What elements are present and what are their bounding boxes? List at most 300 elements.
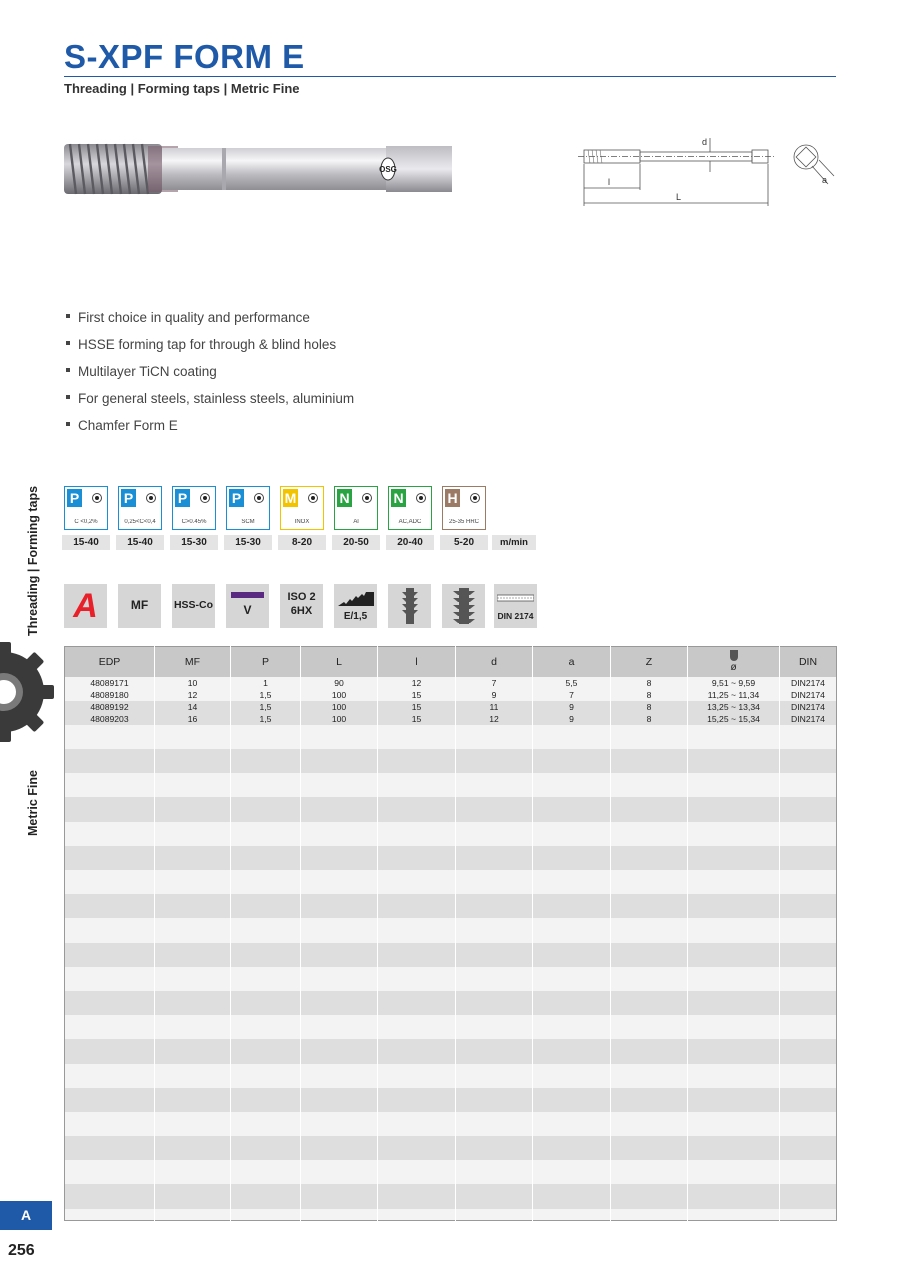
table-cell-empty: [155, 834, 231, 846]
material-sub: SCM: [241, 519, 255, 525]
table-cell-empty: [780, 1015, 837, 1027]
table-cell-empty: [533, 1112, 611, 1124]
table-cell-empty: [378, 858, 456, 870]
table-cell-empty: [780, 725, 837, 737]
table-cell-empty: [231, 1136, 301, 1148]
table-row-empty: [65, 1100, 837, 1112]
table-cell-empty: [65, 834, 155, 846]
table-cell-empty: [301, 1148, 378, 1160]
table-cell-empty: [688, 846, 780, 858]
feature-item: Chamfer Form E: [66, 418, 354, 445]
col-header-l: l: [378, 647, 456, 677]
table-cell-empty: [611, 737, 688, 749]
table-cell-empty: [688, 1136, 780, 1148]
table-cell-empty: [378, 870, 456, 882]
table-cell-empty: [688, 1124, 780, 1136]
table-cell-empty: [611, 930, 688, 942]
table-row-empty: [65, 1112, 837, 1124]
table-cell-empty: [231, 991, 301, 1003]
table-cell-empty: [456, 834, 533, 846]
suitability-dot-icon: [362, 493, 372, 503]
table-cell-empty: [688, 1172, 780, 1184]
table-cell-empty: [456, 785, 533, 797]
material-sub: C>0.45%: [181, 519, 207, 525]
table-cell-empty: [611, 1184, 688, 1196]
table-cell-empty: [456, 749, 533, 761]
table-cell-empty: [611, 1064, 688, 1076]
table-cell-empty: [611, 918, 688, 930]
table-cell-empty: [155, 1051, 231, 1063]
table-cell-empty: [378, 991, 456, 1003]
tool-material-icon: HSS-Co: [172, 584, 215, 628]
table-cell-empty: [780, 761, 837, 773]
table-cell-empty: [301, 1015, 378, 1027]
table-cell-empty: [65, 943, 155, 955]
table-row-empty: [65, 822, 837, 834]
table-row-empty: [65, 967, 837, 979]
table-cell-empty: [231, 918, 301, 930]
table-cell-empty: [231, 930, 301, 942]
table-cell-empty: [378, 1076, 456, 1088]
table-cell-empty: [611, 1027, 688, 1039]
table-cell-empty: [301, 1064, 378, 1076]
table-cell-empty: [533, 797, 611, 809]
table-cell-empty: [65, 1136, 155, 1148]
table-cell-empty: [533, 1051, 611, 1063]
table-cell-empty: [155, 967, 231, 979]
material-box: [442, 486, 486, 548]
table-row-empty: [65, 773, 837, 785]
table-cell-empty: [688, 1160, 780, 1172]
feature-item: HSSE forming tap for through & blind holes: [66, 337, 354, 364]
table-cell-empty: [533, 906, 611, 918]
table-cell-empty: [780, 1112, 837, 1124]
table-row-empty: [65, 1051, 837, 1063]
table-row-empty: [65, 737, 837, 749]
table-cell-empty: [231, 979, 301, 991]
table-cell-empty: [456, 858, 533, 870]
product-table: [64, 646, 837, 1221]
material-letter: N: [391, 489, 406, 507]
table-cell-empty: [378, 785, 456, 797]
table-cell-empty: [533, 1003, 611, 1015]
table-cell-empty: [231, 1064, 301, 1076]
material-letter: N: [337, 489, 352, 507]
table-cell-empty: [155, 737, 231, 749]
table-cell-empty: [301, 858, 378, 870]
page-title: S-XPF FORM E: [64, 38, 305, 75]
table-cell-empty: [456, 930, 533, 942]
table-cell-empty: [780, 906, 837, 918]
table-cell-empty: [155, 1124, 231, 1136]
table-cell-empty: [378, 1064, 456, 1076]
table-cell-empty: [301, 1051, 378, 1063]
table-cell-empty: [231, 1124, 301, 1136]
table-cell-empty: [65, 822, 155, 834]
suitability-dot-icon: [92, 493, 102, 503]
table-cell-empty: [688, 822, 780, 834]
material-icon-box: [172, 486, 216, 530]
table-row-empty: [65, 1027, 837, 1039]
table-cell-empty: [533, 1184, 611, 1196]
table-row-empty: [65, 870, 837, 882]
table-cell-empty: [780, 737, 837, 749]
table-cell-empty: [456, 943, 533, 955]
table-cell-empty: [780, 1136, 837, 1148]
table-cell-empty: [155, 882, 231, 894]
table-cell-empty: [611, 1209, 688, 1221]
material-sub: 0,25<C<0,4: [124, 519, 156, 525]
table-cell-empty: [65, 773, 155, 785]
table-cell-empty: [611, 1197, 688, 1209]
chamfer-icon: E/1,5: [334, 584, 377, 628]
table-cell-empty: [456, 918, 533, 930]
table-row-empty: [65, 1003, 837, 1015]
table-cell-empty: [456, 1027, 533, 1039]
table-cell-empty: [456, 1172, 533, 1184]
table-cell-empty: [533, 918, 611, 930]
through-hole-icon: [388, 584, 431, 628]
table-cell-empty: [533, 822, 611, 834]
table-cell-empty: [155, 1197, 231, 1209]
table-cell-empty: [155, 773, 231, 785]
table-cell-empty: [688, 1051, 780, 1063]
table-cell-empty: [231, 906, 301, 918]
table-cell-empty: [378, 761, 456, 773]
table-cell-empty: [378, 1136, 456, 1148]
table-cell-empty: [780, 1076, 837, 1088]
table-cell-empty: [231, 797, 301, 809]
table-cell-empty: [688, 930, 780, 942]
table-cell-empty: [301, 822, 378, 834]
table-cell-empty: [456, 822, 533, 834]
feature-list: [66, 310, 354, 445]
table-cell-empty: [611, 858, 688, 870]
table-cell-empty: [533, 1015, 611, 1027]
table-cell-empty: [231, 1015, 301, 1027]
table-cell-empty: [780, 1051, 837, 1063]
table-cell-empty: [688, 894, 780, 906]
table-cell-empty: [231, 1160, 301, 1172]
table-cell-empty: [688, 979, 780, 991]
table-row-empty: [65, 955, 837, 967]
table-cell-empty: [688, 725, 780, 737]
shank-bar-icon: [231, 592, 264, 598]
table-cell-empty: [231, 1112, 301, 1124]
table-cell-empty: [65, 1003, 155, 1015]
table-cell-empty: [301, 810, 378, 822]
table-cell-empty: [533, 1160, 611, 1172]
table-cell-empty: [378, 967, 456, 979]
table-cell-empty: [688, 870, 780, 882]
page-subtitle: Threading | Forming taps | Metric Fine: [64, 81, 300, 96]
table-cell-empty: [533, 1088, 611, 1100]
table-cell-empty: [65, 930, 155, 942]
table-cell-empty: [688, 761, 780, 773]
table-cell-empty: [533, 1076, 611, 1088]
table-cell-empty: [155, 894, 231, 906]
table-cell-empty: [65, 1112, 155, 1124]
table-cell-empty: [611, 955, 688, 967]
table-cell-empty: [301, 1184, 378, 1196]
table-cell-empty: [780, 1003, 837, 1015]
table-cell-empty: [611, 761, 688, 773]
cutting-speed: 15-40: [116, 535, 164, 550]
table-cell-empty: [611, 1124, 688, 1136]
table-row-empty: [65, 858, 837, 870]
table-cell-empty: [155, 906, 231, 918]
col-header-d: d: [456, 647, 533, 677]
table-cell-empty: [780, 1124, 837, 1136]
table-cell-empty: [65, 1064, 155, 1076]
table-cell-empty: [611, 894, 688, 906]
label-L: L: [676, 192, 682, 202]
table-cell-empty: [231, 967, 301, 979]
table-cell-empty: [65, 737, 155, 749]
table-cell-empty: [533, 1039, 611, 1051]
cutting-speed: 15-30: [224, 535, 272, 550]
table-cell-empty: [378, 906, 456, 918]
table-cell-empty: [231, 725, 301, 737]
col-header-edp: EDP: [65, 647, 155, 677]
material-box: [388, 486, 432, 548]
side-subcategory-label: Metric Fine: [26, 770, 40, 836]
cutting-speed: 8-20: [278, 535, 326, 550]
table-cell-empty: [611, 1076, 688, 1088]
table-cell-empty: [688, 1112, 780, 1124]
table-cell-empty: [533, 785, 611, 797]
table-cell-empty: [456, 1015, 533, 1027]
cutting-speed: 20-40: [386, 535, 434, 550]
table-cell-empty: [611, 810, 688, 822]
material-icon-box: [334, 486, 378, 530]
table-cell-empty: [456, 1088, 533, 1100]
material-letter: P: [229, 489, 244, 507]
material-icon-box: [118, 486, 162, 530]
table-cell-empty: [65, 1051, 155, 1063]
table-cell-empty: [378, 797, 456, 809]
table-cell-empty: [780, 967, 837, 979]
table-cell-empty: [456, 967, 533, 979]
table-cell-empty: [456, 906, 533, 918]
table-cell-empty: [611, 1172, 688, 1184]
table-cell-empty: [780, 1064, 837, 1076]
table-cell-empty: [688, 918, 780, 930]
table-cell-empty: [780, 991, 837, 1003]
table-cell-empty: [533, 991, 611, 1003]
drill-icon: [730, 650, 738, 661]
table-cell-empty: [688, 967, 780, 979]
table-cell-empty: [231, 870, 301, 882]
shank-type-icon: V: [226, 584, 269, 628]
table-row-empty: [65, 810, 837, 822]
table-cell-empty: [301, 894, 378, 906]
table-cell-empty: [456, 1064, 533, 1076]
table-cell-empty: [231, 1148, 301, 1160]
table-cell-empty: [456, 761, 533, 773]
table-cell-empty: [155, 1148, 231, 1160]
table-cell-empty: [378, 1027, 456, 1039]
table-cell-empty: [301, 991, 378, 1003]
table-cell-empty: [456, 1184, 533, 1196]
table-row-empty: [65, 882, 837, 894]
table-cell-empty: [301, 1172, 378, 1184]
table-row-empty: [65, 1172, 837, 1184]
table-cell-empty: [231, 1209, 301, 1221]
table-cell-empty: [301, 797, 378, 809]
tolerance-icon: ISO 2 6HX: [280, 584, 323, 628]
table-cell-empty: [65, 785, 155, 797]
table-cell-empty: [780, 1172, 837, 1184]
table-cell-empty: [301, 967, 378, 979]
table-cell-empty: [456, 737, 533, 749]
table-cell-empty: [533, 725, 611, 737]
table-cell-empty: [688, 1027, 780, 1039]
table-cell-empty: [155, 955, 231, 967]
table-cell-empty: [231, 1003, 301, 1015]
table-cell-empty: [301, 1076, 378, 1088]
table-cell-empty: [533, 761, 611, 773]
table-cell-empty: [378, 1209, 456, 1221]
table-cell-empty: [155, 1112, 231, 1124]
table-cell-empty: [456, 1112, 533, 1124]
table-cell-empty: [533, 1172, 611, 1184]
label-l: l: [608, 177, 610, 187]
table-cell-empty: [780, 1184, 837, 1196]
table-cell-empty: [611, 725, 688, 737]
table-cell-empty: [378, 1172, 456, 1184]
table-cell-empty: [780, 785, 837, 797]
table-cell-empty: [65, 870, 155, 882]
table-cell-empty: [155, 797, 231, 809]
bullet-icon: [66, 368, 70, 372]
table-cell-empty: [65, 1088, 155, 1100]
table-cell-empty: [611, 882, 688, 894]
table-cell-empty: [378, 894, 456, 906]
table-cell-empty: [688, 1015, 780, 1027]
table-cell-empty: [378, 1003, 456, 1015]
table-cell-empty: [611, 870, 688, 882]
table-cell-empty: [780, 1039, 837, 1051]
table-cell-empty: [378, 1100, 456, 1112]
col-header-din: DIN: [780, 647, 837, 677]
table-cell-empty: [65, 894, 155, 906]
table-cell-empty: [780, 930, 837, 942]
table-cell-empty: [780, 846, 837, 858]
table-cell-empty: [611, 967, 688, 979]
table-cell-empty: [155, 991, 231, 1003]
title-rule: [64, 76, 836, 77]
table-cell-empty: [231, 761, 301, 773]
table-cell-empty: [780, 810, 837, 822]
table-cell-empty: [378, 1015, 456, 1027]
table-cell-empty: [780, 1209, 837, 1221]
table-row-empty: [65, 943, 837, 955]
table-cell-empty: [688, 785, 780, 797]
table-cell-empty: [533, 930, 611, 942]
table-cell-empty: [456, 1148, 533, 1160]
bullet-icon: [66, 422, 70, 426]
table-cell-empty: [456, 1076, 533, 1088]
table-cell-empty: [688, 1184, 780, 1196]
table-cell-empty: [533, 1197, 611, 1209]
table-cell-empty: [688, 773, 780, 785]
tap-product-image: [62, 138, 454, 200]
table-cell-empty: [231, 1039, 301, 1051]
table-cell-empty: [456, 773, 533, 785]
table-cell-empty: [65, 858, 155, 870]
material-box: [226, 486, 270, 548]
table-cell-empty: [301, 761, 378, 773]
table-cell-empty: [611, 979, 688, 991]
label-d: d: [702, 137, 708, 147]
table-row-empty: [65, 761, 837, 773]
table-cell-empty: [155, 858, 231, 870]
table-row-empty: [65, 1064, 837, 1076]
table-cell-empty: [231, 1051, 301, 1063]
table-cell-empty: [155, 930, 231, 942]
table-cell-empty: [611, 846, 688, 858]
table-cell-empty: [65, 1209, 155, 1221]
table-cell-empty: [155, 1027, 231, 1039]
table-cell-empty: [301, 870, 378, 882]
table-cell-empty: [533, 810, 611, 822]
table-cell-empty: [65, 967, 155, 979]
material-icon-box: [226, 486, 270, 530]
standard-tool-icon: [497, 592, 534, 604]
table-cell-empty: [378, 1160, 456, 1172]
table-cell-empty: [65, 725, 155, 737]
table-cell-empty: [301, 1039, 378, 1051]
feature-item: For general steels, stainless steels, aluminium: [66, 391, 354, 418]
col-header-z: Z: [611, 647, 688, 677]
table-cell-empty: [65, 761, 155, 773]
table-cell-empty: [780, 1027, 837, 1039]
table-cell-empty: [611, 822, 688, 834]
table-cell-empty: [231, 1027, 301, 1039]
table-cell-empty: [780, 1100, 837, 1112]
table-cell-empty: [611, 797, 688, 809]
material-letter: H: [445, 489, 460, 507]
suitability-dot-icon: [308, 493, 318, 503]
table-row-empty: [65, 979, 837, 991]
table-cell-empty: [65, 882, 155, 894]
table-cell-empty: [456, 894, 533, 906]
material-sub: 25-35 HRC: [448, 519, 479, 525]
table-row-empty: [65, 1160, 837, 1172]
table-cell-empty: [688, 906, 780, 918]
table-cell-empty: [456, 1197, 533, 1209]
table-cell-empty: [533, 773, 611, 785]
table-cell-empty: [456, 725, 533, 737]
table-cell-empty: [155, 1003, 231, 1015]
cutting-speed: 5-20: [440, 535, 488, 550]
table-cell-empty: [301, 1100, 378, 1112]
table-cell-empty: [301, 737, 378, 749]
table-cell-empty: [65, 846, 155, 858]
table-cell-empty: [231, 1172, 301, 1184]
table-cell-empty: [231, 785, 301, 797]
table-cell-empty: [301, 979, 378, 991]
table-cell-empty: [378, 918, 456, 930]
table-cell-empty: [378, 749, 456, 761]
table-cell-empty: [231, 1184, 301, 1196]
table-cell-empty: [533, 955, 611, 967]
table-cell-empty: [611, 1003, 688, 1015]
cutting-speed: 15-40: [62, 535, 110, 550]
table-row-empty: [65, 797, 837, 809]
table-cell-empty: [155, 1064, 231, 1076]
